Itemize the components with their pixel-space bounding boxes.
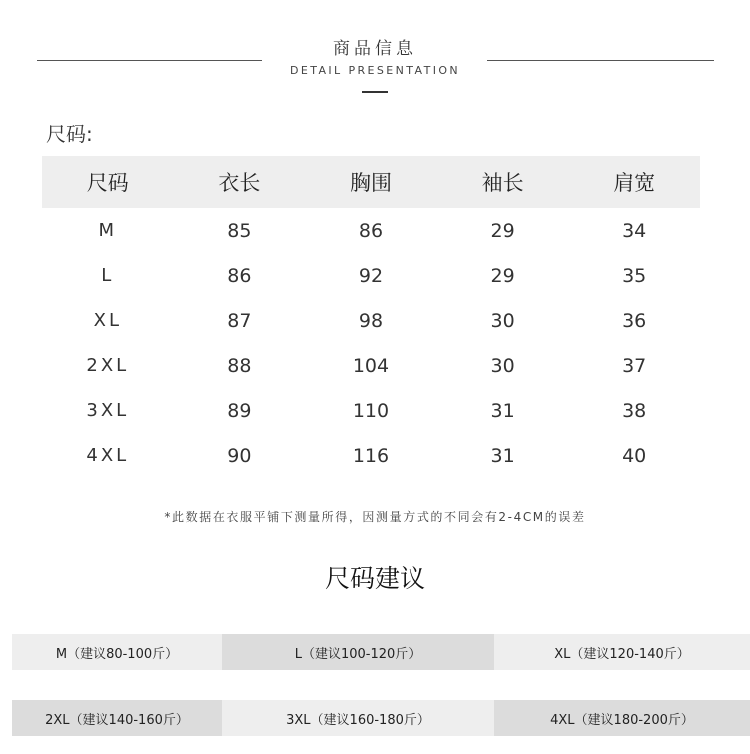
cell-length: 85 bbox=[227, 219, 252, 242]
cell-size: 4XL bbox=[86, 445, 130, 466]
table-row bbox=[42, 208, 700, 253]
cell-length: 87 bbox=[227, 309, 252, 332]
table-row bbox=[42, 298, 700, 343]
cell-chest: 116 bbox=[352, 444, 390, 467]
cell-chest: 98 bbox=[358, 309, 384, 332]
recommendation-title: 尺码建议 bbox=[324, 564, 425, 593]
size-section-label: 尺码: bbox=[46, 122, 93, 146]
table-row bbox=[42, 253, 700, 298]
header-length: 衣长 bbox=[174, 156, 306, 208]
header-dash bbox=[362, 91, 388, 93]
cell-shoulder: 35 bbox=[622, 264, 647, 287]
cell-shoulder: 37 bbox=[622, 354, 647, 377]
cell-chest: 92 bbox=[358, 264, 384, 287]
cell-shoulder: 36 bbox=[622, 309, 647, 332]
cell-size: L bbox=[101, 265, 115, 286]
header-chest: 胸围 bbox=[305, 156, 437, 208]
recommendation-cell: 2XL（建议140-160斤） bbox=[12, 700, 222, 736]
cell-sleeve: 30 bbox=[490, 354, 515, 377]
size-table bbox=[42, 156, 700, 478]
header-divider-left bbox=[37, 60, 262, 61]
cell-chest: 104 bbox=[352, 354, 390, 377]
cell-size: XL bbox=[93, 310, 122, 331]
cell-length: 90 bbox=[227, 444, 252, 467]
table-row bbox=[42, 433, 700, 478]
header-divider-right bbox=[487, 60, 714, 61]
cell-length: 89 bbox=[227, 399, 252, 422]
cell-length: 88 bbox=[227, 354, 252, 377]
cell-size: 3XL bbox=[86, 400, 130, 421]
cell-shoulder: 38 bbox=[622, 399, 647, 422]
recommendation-cell: 4XL（建议180-200斤） bbox=[494, 700, 750, 736]
cell-shoulder: 34 bbox=[622, 219, 647, 242]
recommendation-cell: XL（建议120-140斤） bbox=[494, 634, 750, 670]
cell-sleeve: 29 bbox=[490, 264, 515, 287]
cell-length: 86 bbox=[227, 264, 252, 287]
cell-sleeve: 29 bbox=[490, 219, 515, 242]
table-row bbox=[42, 343, 700, 388]
recommendation-row bbox=[12, 700, 750, 736]
cell-sleeve: 31 bbox=[490, 444, 515, 467]
measurement-note: *此数据在衣服平铺下测量所得，因测量方式的不同会有2-4CM的误差 bbox=[164, 510, 586, 524]
cell-sleeve: 30 bbox=[490, 309, 515, 332]
header-sleeve: 袖长 bbox=[437, 156, 569, 208]
header-title-cn: 商品信息 bbox=[333, 39, 417, 59]
recommendation-row bbox=[12, 634, 750, 670]
cell-sleeve: 31 bbox=[490, 399, 515, 422]
cell-shoulder: 40 bbox=[622, 444, 647, 467]
recommendation-cell: L（建议100-120斤） bbox=[222, 634, 494, 670]
header-size: 尺码 bbox=[42, 156, 174, 208]
cell-size: M bbox=[98, 220, 118, 241]
detail-header bbox=[0, 0, 750, 100]
table-row bbox=[42, 388, 700, 433]
header-title-en: DETAIL PRESENTATION bbox=[289, 64, 461, 77]
recommendation-cell: 3XL（建议160-180斤） bbox=[222, 700, 494, 736]
cell-chest: 86 bbox=[358, 219, 384, 242]
cell-size: 2XL bbox=[86, 355, 130, 376]
header-shoulder: 肩宽 bbox=[568, 156, 700, 208]
recommendation-cell: M（建议80-100斤） bbox=[12, 634, 222, 670]
size-table-header-row bbox=[42, 156, 700, 208]
cell-chest: 110 bbox=[352, 399, 390, 422]
